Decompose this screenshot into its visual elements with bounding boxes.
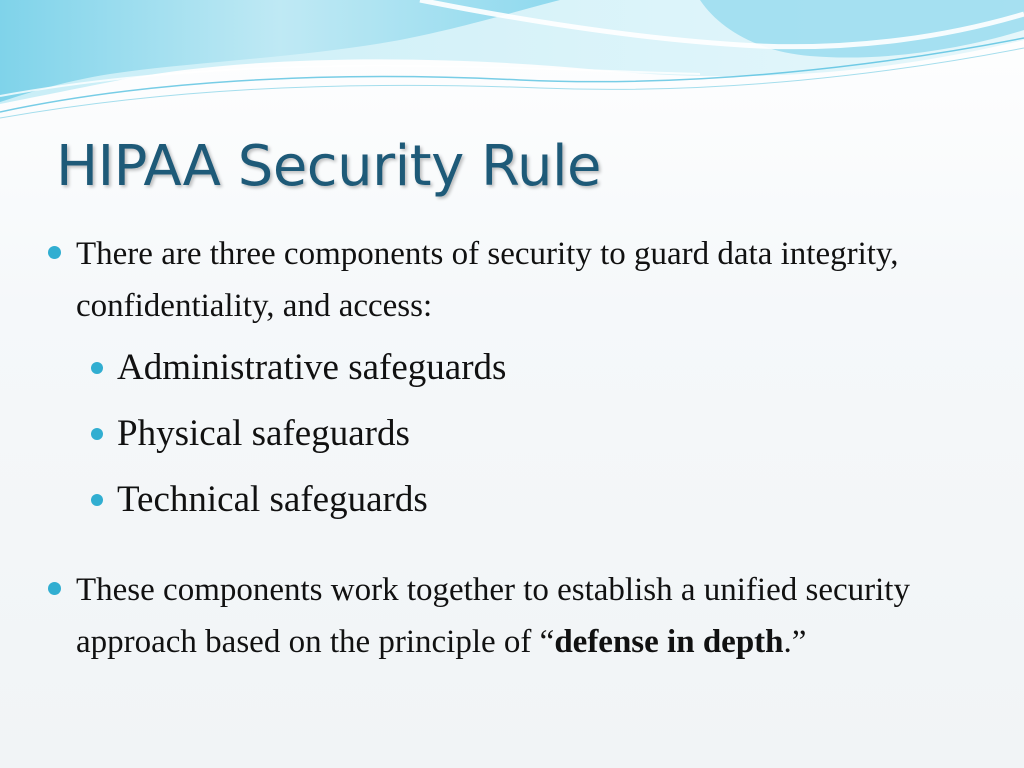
bullet-dot-icon bbox=[91, 428, 103, 440]
bullet-dot-icon bbox=[91, 494, 103, 506]
bullet-bold-text: defense in depth bbox=[554, 624, 784, 660]
sub-bullet-item bbox=[117, 345, 506, 391]
sub-bullet-text: Technical safeguards bbox=[117, 479, 428, 520]
bullet-item bbox=[76, 564, 976, 668]
sub-bullet-item bbox=[117, 477, 428, 523]
bullet-text-end: .” bbox=[783, 624, 807, 660]
bullet-text: There are three components of security to guard data integrity, confidentiality, and access: bbox=[76, 236, 899, 324]
bullet-text: These components work together to establish a unified security approach based on the principle of “ bbox=[76, 572, 910, 660]
sub-bullet-text: Physical safeguards bbox=[117, 413, 410, 454]
sub-bullet-text: Administrative safeguards bbox=[117, 347, 507, 388]
bullet-item bbox=[76, 228, 976, 332]
bullet-dot-icon bbox=[91, 362, 103, 374]
decorative-wave-banner bbox=[0, 0, 1024, 130]
sub-bullet-item bbox=[117, 411, 410, 457]
slide-title: HIPAA Security Rule bbox=[56, 134, 601, 199]
bullet-dot-icon bbox=[48, 582, 61, 595]
bullet-dot-icon bbox=[48, 246, 61, 259]
